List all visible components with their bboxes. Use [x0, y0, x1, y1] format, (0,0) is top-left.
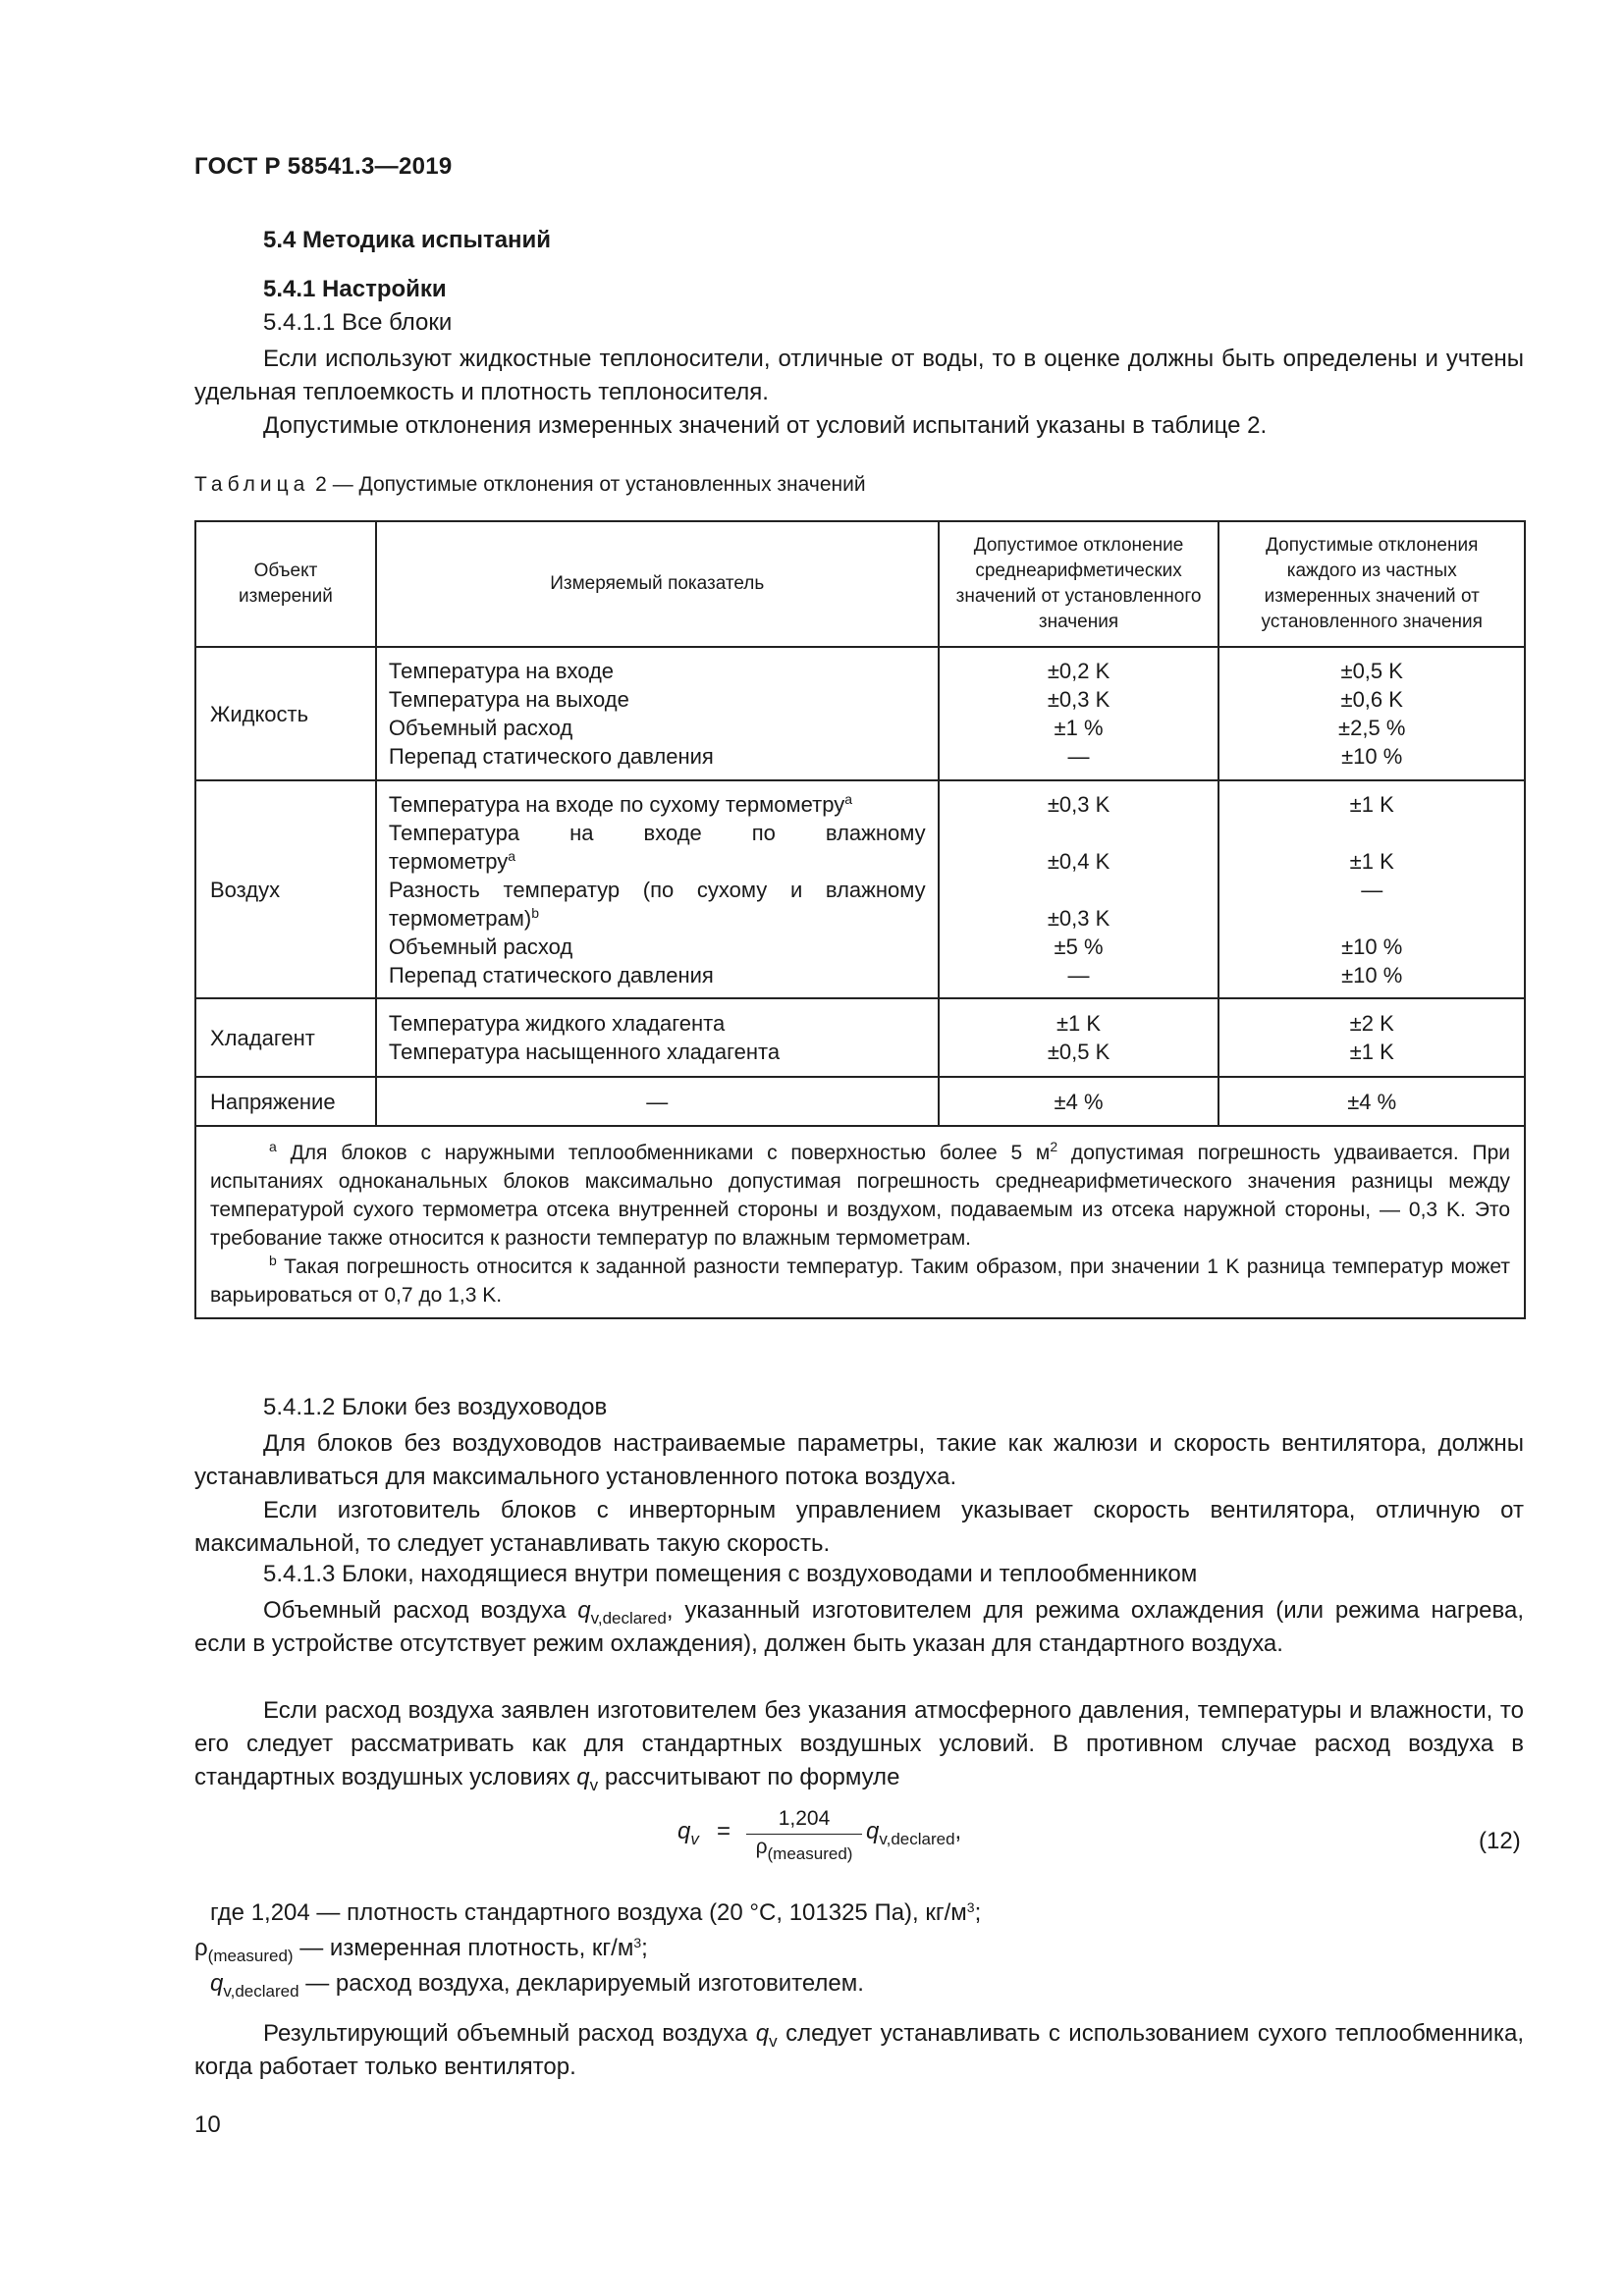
formula-equals: = — [717, 1818, 731, 1844]
row-single-liquid: ±0,5 K ±0,6 K ±2,5 % ±10 % — [1218, 647, 1525, 780]
page-number: 10 — [194, 2111, 221, 2138]
subsection-heading: 5.4.1 Настройки — [263, 276, 447, 302]
paragraph-liquid-carriers: Если используют жидкостные теплоносители, отличные от воды, то в оценке должны быть определены и учтены удельная теплоемкость и плотность теплоносителя. — [194, 346, 1524, 405]
where-line-2: $\rho_{(measured)}$ — измеренная плотность, $кг/м^3$; — [194, 1935, 648, 1965]
row-object-air: Воздух — [195, 780, 376, 998]
table-header-row — [195, 521, 1525, 647]
header-single-deviation: Допустимые отклонения каждого из частных измеренных значений от установленного значения — [1218, 521, 1525, 647]
paragraph-declared-flow: Объемный расход воздуха $q_{v,declared}$, указанный изготовителем для режима охлаждения (или режима нагрева, если в устройстве отсутствует режим охлаждения), должен быть указан для стандартного воздуха. — [194, 1597, 1524, 1657]
row-object-refrigerant: Хладагент — [195, 998, 376, 1077]
where-line-3: $q_{v,declared}$ — расход воздуха, декларируемый изготовителем. — [210, 1970, 864, 2001]
table-row — [195, 1077, 1525, 1126]
table-row — [195, 998, 1525, 1077]
header-object: Объект измерений — [195, 521, 376, 647]
header-indicator: Измеряемый показатель — [376, 521, 939, 647]
row-mean-voltage: ±4 % — [939, 1077, 1219, 1126]
row-mean-air: ±0,3 K ±0,4 K ±0,3 K ±5 % — — [939, 780, 1219, 998]
formula-lhs: $q_v$ — [677, 1818, 699, 1848]
row-indicators-liquid: Температура на входе Температура на выходе Объемный расход Перепад статического давления — [376, 647, 939, 780]
row-single-refrigerant: ±2 K ±1 K — [1218, 998, 1525, 1077]
clause-heading-5412: 5.4.1.2 Блоки без воздуховодов — [263, 1394, 608, 1420]
table-notes-row — [195, 1126, 1525, 1318]
row-object-voltage: Напряжение — [195, 1077, 376, 1126]
formula-fraction — [746, 1806, 862, 1863]
paragraph-deviations-ref: Допустимые отклонения измеренных значений от условий испытаний указаны в таблице 2. — [263, 412, 1268, 439]
row-single-voltage: ±4 % — [1218, 1077, 1525, 1126]
row-mean-liquid: ±0,2 K ±0,3 K ±1 % — — [939, 647, 1219, 780]
row-indicators-refrigerant: Температура жидкого хладагента Температура насыщенного хладагента — [376, 998, 939, 1077]
table-row — [195, 647, 1525, 780]
table-caption: Таблица 2 — Допустимые отклонения от установленных значений — [194, 473, 866, 496]
deviations-table — [194, 520, 1526, 1319]
row-object-liquid: Жидкость — [195, 647, 376, 780]
paragraph-standard-conditions: Если расход воздуха заявлен изготовителем без указания атмосферного давления, температуры и влажности, то его следует рассматривать как для стандартных воздушных условий. В противном случае расход воздуха в стандартных воздушных условиях $q_v$ рассчитывают по формуле — [194, 1697, 1524, 1794]
row-single-air: ±1 K ±1 K — ±10 % ±10 % — [1218, 780, 1525, 998]
clause-heading-5413: 5.4.1.3 Блоки, находящиеся внутри помещения с воздуховодами и теплообменником — [263, 1561, 1198, 1587]
table-footnotes — [195, 1126, 1525, 1318]
footnote-a: $^a$ Для блоков с наружными теплообменниками с поверхностью более 5 $м^2$ допустимая погрешность удваивается. При испытаниях одноканальных блоков максимально допустимая погрешность среднеарифметического значения разницы между температурой сухого термометра отсека внутренней стороны и воздухом, подаваемым из отсека наружной стороны, — 0,3 K. Это требование также относится к разности температур по влажным термометрам. — [210, 1139, 1510, 1250]
paragraph-resulting-flow: Результирующий объемный расход воздуха $q_v$ следует устанавливать с использованием сухого теплообменника, когда работает только вентилятор. — [194, 2020, 1524, 2080]
paragraph-no-ducts: Для блоков без воздуховодов настраиваемые параметры, такие как жалюзи и скорость вентилятора, должны устанавливаться для максимального установленного потока воздуха. — [194, 1430, 1524, 1490]
clause-heading-5411: 5.4.1.1 Все блоки — [263, 309, 453, 336]
paragraph-inverter: Если изготовитель блоков с инверторным управлением указывает скорость вентилятора, отличную от максимальной, то следует устанавливать такую скорость. — [194, 1497, 1524, 1557]
formula-number: (12) — [1479, 1828, 1521, 1854]
section-heading: 5.4 Методика испытаний — [263, 227, 552, 253]
row-indicators-air: Температура на входе по сухому термометру$^a$ Температура на входе по влажному термометру$^a$ Разность температур (по сухому и влажному термометрам)$^b$ Объемный расход Перепад статического давления — [376, 780, 939, 998]
row-indicator-voltage: — — [376, 1077, 939, 1126]
footnote-b: $^b$ Такая погрешность относится к заданной разности температур. Таким образом, при значении 1 K разница температур может варьироваться от 0,7 до 1,3 K. — [210, 1253, 1510, 1307]
document-code: ГОСТ Р 58541.3—2019 — [194, 153, 453, 180]
formula-numerator: 1,204 — [778, 1807, 831, 1830]
row-mean-refrigerant: ±1 K ±0,5 K — [939, 998, 1219, 1077]
formula-rhs: $q_{v,declared}$, — [866, 1818, 962, 1848]
where-line-1: где 1,204 — плотность стандартного воздуха (20 °С, 101325 Па), $кг/м^3$; — [210, 1899, 982, 1926]
formula-denominator: $\rho_{(measured)}$ — [755, 1836, 853, 1863]
table-row — [195, 780, 1525, 998]
formula-12 — [677, 1806, 1051, 1875]
header-mean-deviation: Допустимое отклонение среднеарифметических значений от установленного значения — [939, 521, 1219, 647]
